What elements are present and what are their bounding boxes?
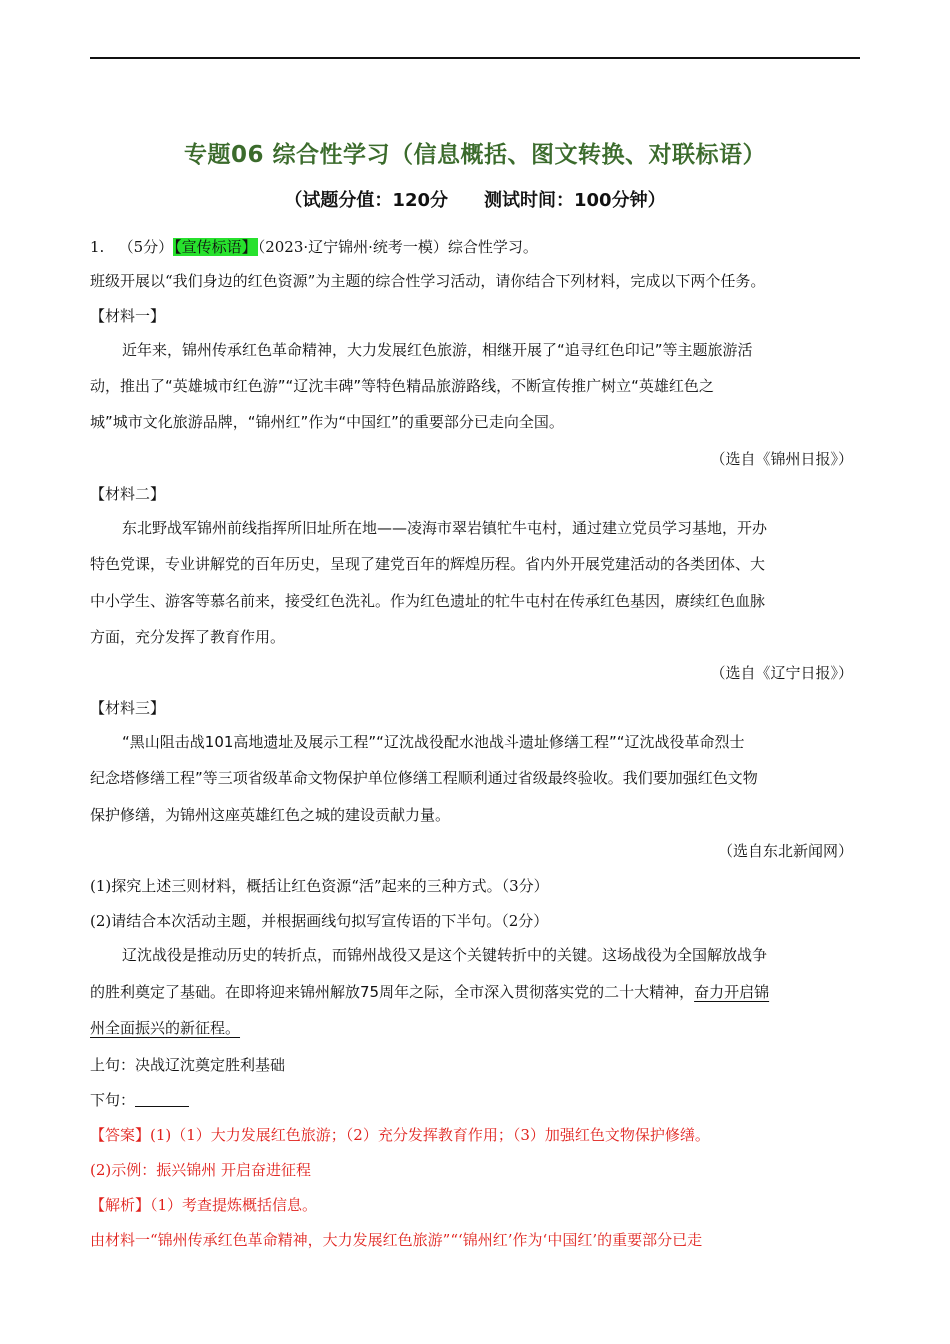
answer-line: (2)示例：振兴锦州 开启奋进征程 bbox=[90, 1161, 312, 1179]
time-label: 测试时间：100分钟） bbox=[484, 190, 666, 211]
material1-source: （选自《锦州日报》） bbox=[710, 450, 853, 468]
question-tag: 【宣传标语】 bbox=[174, 238, 257, 256]
question-intro: 班级开展以“我们身边的红色资源”为主题的综合性学习活动，请你结合下列材料，完成以下两个任务。 bbox=[90, 272, 766, 290]
passage-line bbox=[90, 981, 769, 1003]
analysis-line: 由材料一“锦州传承红色革命精神，大力发展红色旅游”“‘锦州红’作为‘中国红’的重要部分已走 bbox=[90, 1231, 703, 1249]
analysis-line bbox=[90, 1194, 317, 1216]
material3-label: 【材料三】 bbox=[90, 699, 166, 717]
passage-text: 的胜利奠定了基础。在即将迎来锦州解放75周年之际，全市深入贯彻落实党的二十大精神， bbox=[90, 983, 695, 1001]
answer-blank[interactable] bbox=[135, 1090, 189, 1107]
material3-line: “黑山阻击战101高地遗址及展示工程”“辽沈战役配水池战斗遗址修缮工程”“辽沈战役革命烈士 bbox=[122, 733, 745, 751]
score-label: （试题分值：120分 bbox=[284, 190, 448, 211]
material3-line: 保护修缮，为锦州这座英雄红色之城的建设贡献力量。 bbox=[90, 806, 451, 824]
material3-source: （选自东北新闻网） bbox=[717, 842, 853, 860]
answer-label: 【答案】 bbox=[90, 1126, 151, 1144]
material1-line: 近年来，锦州传承红色革命精神，大力发展红色旅游，相继开展了“追寻红色印记”等主题旅游活 bbox=[122, 341, 753, 359]
task-1: (1)探究上述三则材料，概括让红色资源“活”起来的三种方式。（3分） bbox=[90, 877, 549, 895]
header-rule bbox=[90, 57, 860, 59]
question-header bbox=[90, 236, 538, 258]
material2-line: 特色党课，专业讲解党的百年历史，呈现了建党百年的辉煌历程。省内外开展党建活动的各类团体、大 bbox=[90, 555, 766, 573]
page-title: 专题06 综合性学习（信息概括、图文转换、对联标语） bbox=[183, 142, 766, 168]
underlined-sentence: 奋力开启锦 bbox=[694, 983, 770, 1001]
material2-line: 东北野战军锦州前线指挥所旧址所在地——凌海市翠岩镇牤牛屯村，通过建立党员学习基地，开办 bbox=[122, 519, 768, 537]
answer-text: (1)（1）大力发展红色旅游；（2）充分发挥教育作用；（3）加强红色文物保护修缮。 bbox=[150, 1126, 710, 1144]
passage-line bbox=[90, 1017, 240, 1039]
question-source: （2023·辽宁锦州·统考一模）综合性学习。 bbox=[257, 238, 538, 256]
material1-line: 城”城市文化旅游品牌，“锦州红”作为“中国红”的重要部分已走向全国。 bbox=[90, 413, 564, 431]
passage-line: 辽沈战役是推动历史的转折点，而锦州战役又是这个关键转折中的关键。这场战役为全国解放战争 bbox=[122, 946, 768, 964]
lower-couplet-label: 下句： bbox=[90, 1091, 136, 1109]
question-number: 1. bbox=[90, 238, 105, 256]
analysis-text: （1）考查提炼概括信息。 bbox=[150, 1196, 318, 1214]
material2-label: 【材料二】 bbox=[90, 485, 166, 503]
upper-couplet: 上句：决战辽沈奠定胜利基础 bbox=[90, 1056, 286, 1074]
material2-line: 方面，充分发挥了教育作用。 bbox=[90, 628, 286, 646]
analysis-label: 【解析】 bbox=[90, 1196, 151, 1214]
material3-line: 纪念塔修缮工程”等三项省级革命文物保护单位修缮工程顺利通过省级最终验收。我们要加强红色文物 bbox=[90, 769, 758, 787]
question-points: （5分） bbox=[118, 238, 174, 256]
lower-couplet bbox=[90, 1089, 189, 1111]
material1-label: 【材料一】 bbox=[90, 307, 166, 325]
underlined-sentence: 州全面振兴的新征程。 bbox=[90, 1019, 241, 1037]
material2-source: （选自《辽宁日报》） bbox=[710, 664, 853, 682]
page-subtitle bbox=[0, 186, 950, 212]
material2-line: 中小学生、游客等慕名前来，接受红色洗礼。作为红色遗址的牤牛屯村在传承红色基因，赓续红色血脉 bbox=[90, 592, 766, 610]
answer-line bbox=[90, 1124, 710, 1146]
task-2: (2)请结合本次活动主题，并根据画线句拟写宣传语的下半句。（2分） bbox=[90, 912, 549, 930]
material1-line: 动，推出了“英雄城市红色游”“辽沈丰碑”等特色精品旅游路线，不断宣传推广树立“英雄红色之 bbox=[90, 377, 714, 395]
